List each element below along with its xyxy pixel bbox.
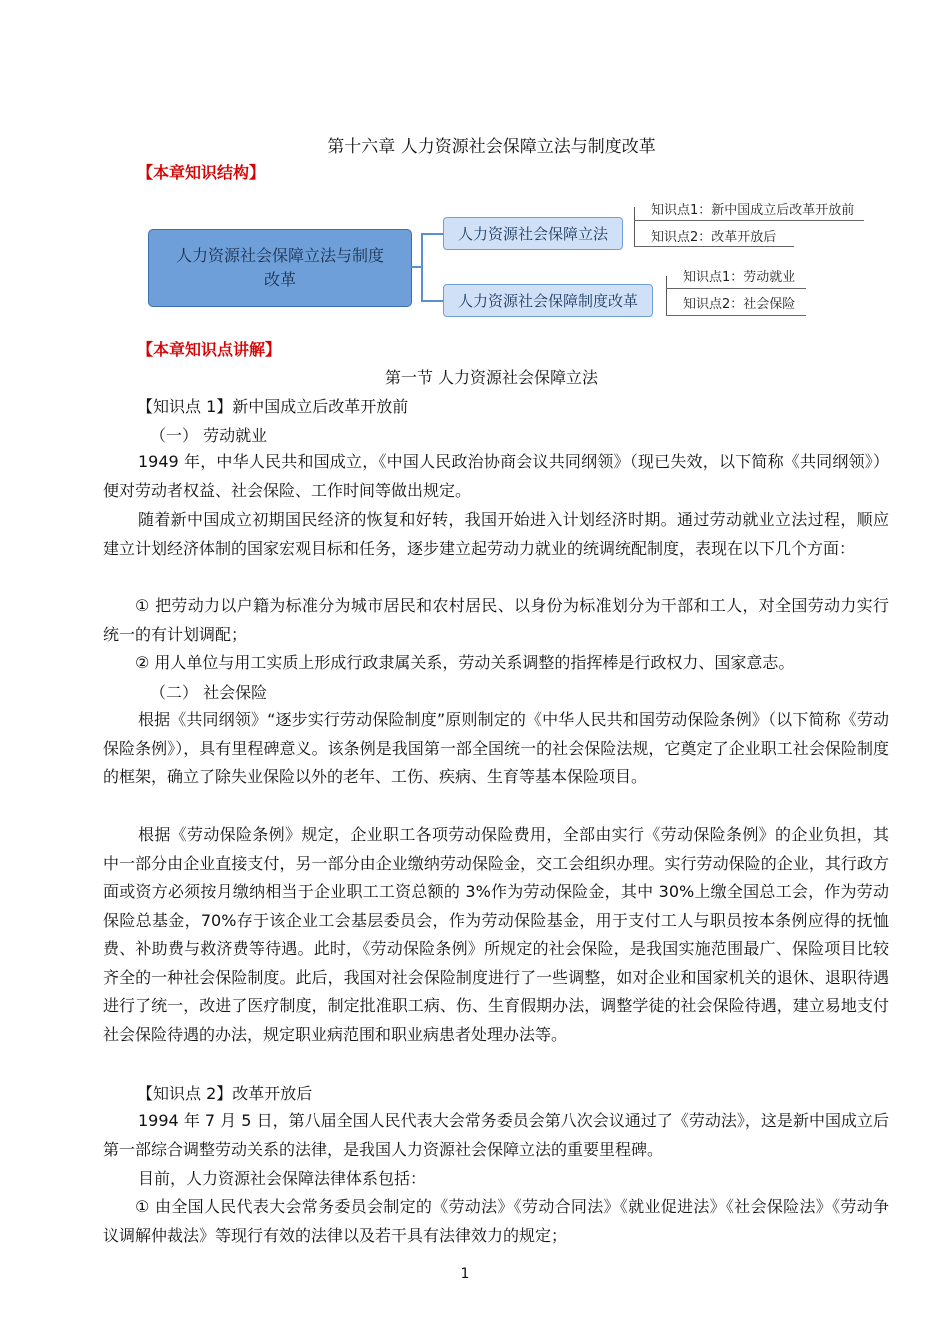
branch-reform-label: 人力资源社会保障制度改革 — [457, 292, 638, 310]
mindmap-root — [148, 229, 412, 307]
leaf-underline-3 — [666, 288, 806, 289]
subheading-employment: （一） 劳动就业 — [150, 426, 268, 445]
subheading-insurance: （二） 社会保险 — [150, 683, 268, 702]
leaf-reform-1: 知识点1：劳动就业 — [683, 270, 796, 285]
mindmap-branch-legislation — [443, 217, 623, 250]
kp2-title: 【知识点 2】改革开放后 — [137, 1084, 313, 1103]
leaf-underline-2 — [634, 246, 794, 247]
branch-connector-top — [421, 233, 443, 235]
paragraph-1: 1949 年，中华人民共和国成立，《中国人民政治协商会议共同纲领》（现已失效，以下简称《共同纲领》）便对劳动者权益、社会保险、工作时间等做出规定。 — [103, 452, 889, 500]
chapter-title: 第十六章 人力资源社会保障立法与制度改革 — [327, 137, 656, 157]
explain-heading: 【本章知识点讲解】 — [137, 340, 282, 359]
paragraph-3: ① 把劳动力以户籍为标准分为城市居民和农村居民、以身份为标准划分为干部和工人，对全国劳动力实行统一的有计划调配； — [103, 596, 889, 644]
paragraph-2: 随着新中国成立初期国民经济的恢复和好转，我国开始进入计划经济时期。通过劳动就业立法过程，顺应建立计划经济体制的国家宏观目标和任务，逐步建立起劳动力就业的统调统配制度，表现在以下几个方面： — [103, 510, 889, 558]
paragraph-6: 根据《劳动保险条例》规定，企业职工各项劳动保险费用，全部由实行《劳动保险条例》的企业负担，其中一部分由企业直接支付，另一部分由企业缴纳劳动保险金，交工会组织办理。实行劳动保险的企业，其行政方面或资方必须按月缴纳相当于企业职工工资总额的 3%作为劳动保险金，其中 30%上缴全国总工会，作为劳动保险总基金，70%存于该企业工会基层委员会，作为劳动保险基金，用于支付工人与职员按本条例应得的抚恤费、补助费与救济费等待遇。此时，《劳动保险条例》所规定的社会保险，是我国实施范围最广、保险项目比较齐全的一种社会保险制度。此后，我国对社会保险制度进行了一些调整，如对企业和国家机关的退休、退职待遇进行了统一，改进了医疗制度，制定批准职工病、伤、生育假期办法，调整学徒的社会保险待遇，建立易地支付社会保险待遇的办法，规定职业病范围和职业病患者处理办法等。 — [103, 825, 889, 1044]
paragraph-4: ② 用人单位与用工实质上形成行政隶属关系，劳动关系调整的指挥棒是行政权力、国家意志。 — [135, 653, 795, 672]
leaf-underline-4 — [666, 315, 806, 316]
kp1-title: 【知识点 1】新中国成立后改革开放前 — [137, 397, 409, 416]
paragraph-7: 1994 年 7 月 5 日，第八届全国人民代表大会常务委员会第八次会议通过了《劳动法》，这是新中国成立后第一部综合调整劳动关系的法律，是我国人力资源社会保障立法的重要里程碑。 — [103, 1111, 889, 1159]
leaf-legislation-1: 知识点1：新中国成立后改革开放前 — [651, 203, 855, 218]
paragraph-8: 目前，人力资源社会保障法律体系包括： — [138, 1169, 427, 1188]
branch-connector-vertical — [421, 233, 423, 301]
leaf-underline-1 — [634, 220, 864, 221]
leaf-reform-2: 知识点2：社会保险 — [683, 297, 796, 312]
structure-heading: 【本章知识结构】 — [137, 163, 266, 182]
paragraph-9: ① 由全国人民代表大会常务委员会制定的《劳动法》《劳动合同法》《就业促进法》《社会保险法》《劳动争议调解仲裁法》等现行有效的法律以及若干具有法律效力的规定； — [103, 1197, 889, 1245]
leaf-legislation-2: 知识点2：改革开放后 — [651, 230, 777, 245]
branch-connector-bottom — [421, 300, 443, 302]
mindmap-root-label: 人力资源社会保障立法与制度改革 — [175, 246, 384, 289]
paragraph-5: 根据《共同纲领》“逐步实行劳动保险制度”原则制定的《中华人民共和国劳动保险条例》（以下简称《劳动保险条例》），具有里程碑意义。该条例是我国第一部全国统一的社会保险法规，它奠定了企业职工社会保险制度的框架，确立了除失业保险以外的老年、工伤、疾病、生育等基本保险项目。 — [103, 710, 889, 786]
bracket-reform — [666, 276, 667, 316]
bracket-legislation — [634, 207, 635, 247]
mindmap-branch-reform — [443, 284, 653, 317]
page-number: 1 — [460, 1266, 470, 1282]
section-title: 第一节 人力资源社会保障立法 — [384, 368, 599, 387]
branch-legislation-label: 人力资源社会保障立法 — [457, 225, 608, 243]
